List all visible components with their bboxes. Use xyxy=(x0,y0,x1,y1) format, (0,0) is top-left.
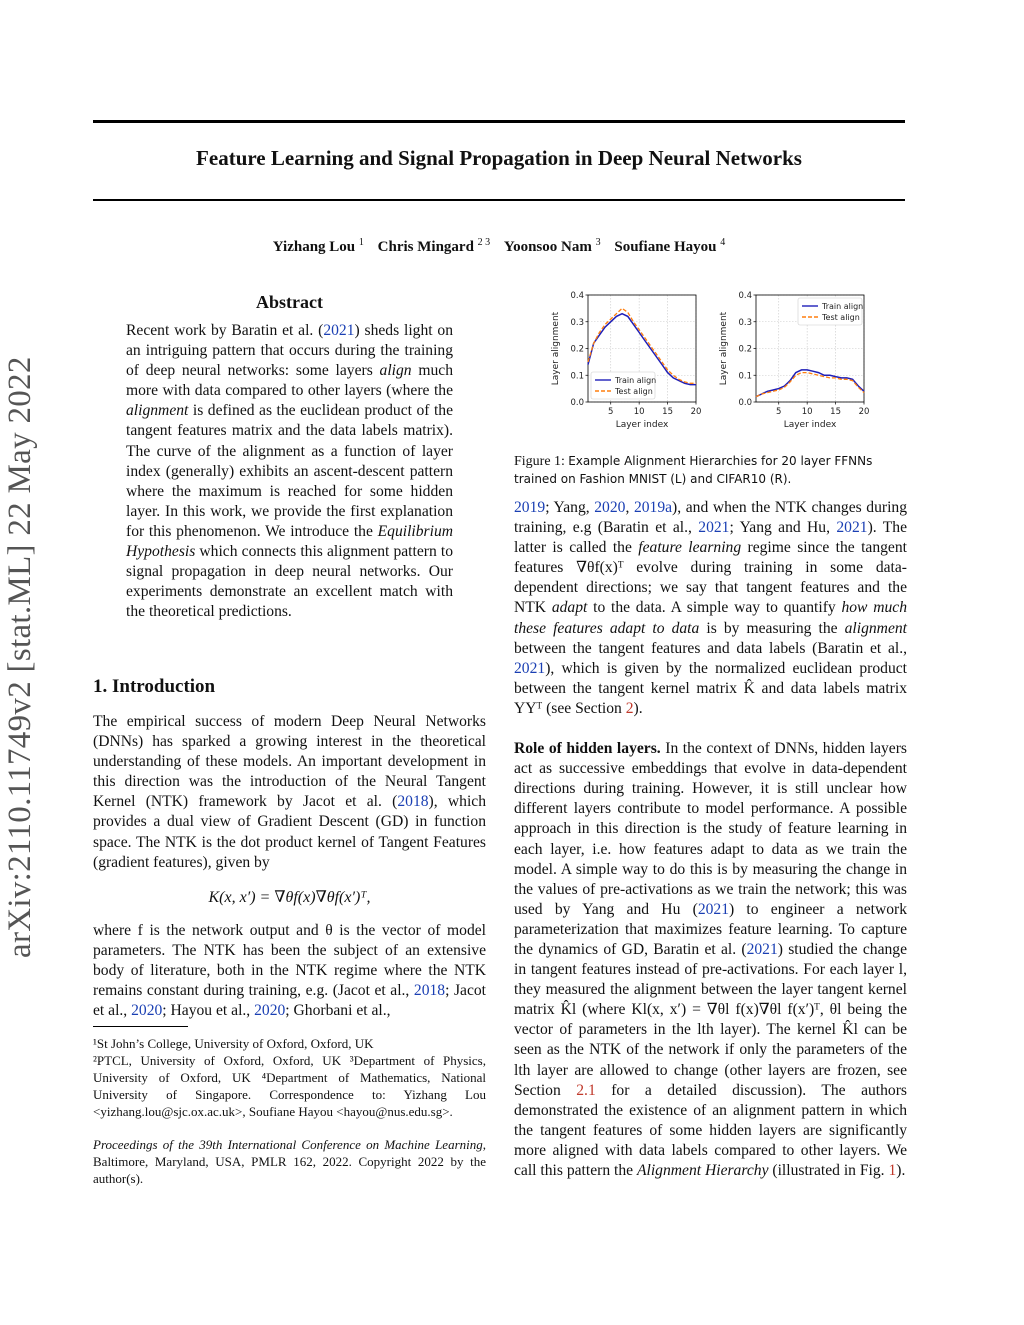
y-tick-label: 0.0 xyxy=(570,398,584,408)
x-axis-label: Layer index xyxy=(783,420,837,430)
proceedings-note: Proceedings of the 39th International Conference on Machine Learning, Baltimore, Maryland, USA, PMLR 162, 2022. Copyright 2022 by the author(s). xyxy=(93,1137,486,1186)
introduction-heading: 1. Introduction xyxy=(93,676,216,697)
citation-link[interactable]: 2020 xyxy=(131,1002,163,1020)
footnote-rule xyxy=(93,1026,188,1027)
x-axis-label: Layer index xyxy=(615,420,669,430)
chart-svg xyxy=(540,285,710,440)
y-tick-label: 0.3 xyxy=(738,317,752,328)
affiliation-note: ¹St John’s College, University of Oxford, Oxford, UK ²PTCL, University of Oxford, Oxford, UK ³Department of Physics, University of Oxford, UK ⁴Department of Mathematics, National University of Singapore. Correspondence to: Yizhang Lou <yizhang.lou@sjc.ox.ac.uk>, Soufiane Hayou <hayou@nus.edu.sg>. xyxy=(93,1036,486,1119)
ntk-equation: K(x, x′) = ∇θf(x)∇θf(x′)ᵀ, xyxy=(208,888,371,906)
y-tick-label: 0.1 xyxy=(570,371,584,382)
legend-label: Train align xyxy=(615,376,657,385)
intro-paragraph: where f is the network output and θ is the vector of model parameters. The NTK has been the subject of an extensive body of literature, both in the NTK regime where the NTK remains constant during training, e.g. (Jacot et al., 2018; Jacot et al., 2020; Hayou et al., 2020; Ghorbani et al., xyxy=(93,921,486,1020)
citation-link[interactable]: 2018 xyxy=(397,793,429,811)
y-tick-label: 0.1 xyxy=(738,371,752,382)
abstract-text: Recent work by Baratin et al. (2021) sheds light on an intriguing pattern that occurs during the training of deep neural networks: some layers align much more with data compared to other layers (where the alignment is defined as the euclidean product of the tangent features matrix and the data labels matrix). The curve of the alignment as a function of layer index (generally) exhibits an ascent-descent pattern where the maximum is reached for some hidden layer. In this work, we provide the first explanation for this phenomenon. We introduce the Equilibrium Hypothesis which connects this alignment pattern to signal propagation in deep neural networks. Our experiments demonstrate an excellent match with the theoretical predictions. xyxy=(126,322,453,621)
section-ref-link[interactable]: 2 xyxy=(625,699,634,717)
citation-link[interactable]: 2021 xyxy=(323,322,355,339)
author: Yoonsoo Nam $^3$ xyxy=(503,237,601,255)
y-tick-label: 0.4 xyxy=(738,291,752,301)
right-column-text xyxy=(514,498,907,1181)
x-tick-label: 5 xyxy=(608,407,614,417)
caption-text: Example Alignment Hierarchies for 20 layer FFNNs trained on Fashion MNIST (L) and CIFAR10 (R). xyxy=(514,454,873,486)
abstract-heading: Abstract xyxy=(256,292,323,312)
x-tick-label: 20 xyxy=(690,407,702,417)
paper-title: Feature Learning and Signal Propagation in Deep Neural Networks xyxy=(196,146,802,170)
x-tick-label: 15 xyxy=(662,407,673,417)
intro-paragraph: The empirical success of modern Deep Neural Networks (DNNs) has sparked a growing interest in the theoretical understanding of these models. An important development in this direction was the introduction of the Neural Tangent Kernel (NTK) framework by Jacot et al. (2018), which provides a dual view of Gradient Descent (GD) in function space. The NTK is the dot product kernel of Tangent Features (gradient features), given by xyxy=(93,713,486,871)
abstract-section xyxy=(93,292,486,622)
citation-link[interactable]: 2021 xyxy=(836,519,868,537)
title-rule-top xyxy=(93,120,905,123)
x-tick-label: 15 xyxy=(830,407,841,417)
y-tick-label: 0.0 xyxy=(738,398,752,408)
body-paragraph: 2019; Yang, 2020, 2019a), and when the NTK changes during training, e.g (Baratin et al., 2021; Yang and Hu, 2021). The latter is called the feature learning regime since the tangent features ∇θf(x)ᵀ evolve during training in some data-dependent directions; we say that tangent features and the NTK adapt to the data. A simple way to quantify how much these features adapt to data is by measuring the alignment between the tangent features and data labels (Baratin et al., 2021), which is given by the normalized euclidean product between the tangent kernel matrix K̂ and data labels matrix YYᵀ (see Section 2). xyxy=(514,499,908,717)
citation-link[interactable]: 2019 xyxy=(514,499,546,516)
footnotes xyxy=(93,1026,486,1187)
legend-label: Train align xyxy=(822,302,864,311)
citation-link[interactable]: 2019a xyxy=(633,499,673,516)
title-rule-bottom xyxy=(93,199,905,201)
citation-link[interactable]: 2021 xyxy=(697,900,729,918)
series-line-test xyxy=(756,373,864,397)
author-list xyxy=(93,237,905,256)
y-tick-label: 0.4 xyxy=(570,291,584,301)
citation-link[interactable]: 2021 xyxy=(514,659,546,677)
chart-svg xyxy=(708,285,878,440)
caption-label: Figure 1: xyxy=(514,454,565,469)
citation-link[interactable]: 2020 xyxy=(254,1002,286,1020)
x-tick-label: 10 xyxy=(801,407,813,417)
y-tick-label: 0.3 xyxy=(570,317,584,328)
author: Chris Mingard $^{2 3}$ xyxy=(377,237,491,255)
x-tick-label: 5 xyxy=(776,407,782,417)
body-paragraph: Role of hidden layers. In the context of DNNs, hidden layers act as successive embeddings that evolve in data-dependent directions during training. However, it is still unclear how different layers contribute to model performance. A possible approach in this direction is the study of feature learning in each layer, i.e. how features adapt to data as we train the model. A simple way to do this is by measuring the change in the values of pre-activations as we train the network; this was used by Yang and Hu (2021) to engineer a network parameterization that maximizes feature learning. To capture the dynamics of GD, Baratin et al. (2021) studied the change in tangent features instead of pre-activations. For each layer l, they measured the alignment between the layer tangent kernel matrix K̂l (where Kl(x, x′) = ∇θl f(x)∇θl f(x′)ᵀ, θl being the vector of parameters in the lth layer). The kernel K̂l can be seen as the NTK of the network if only the parameters of the lth layer are allowed to change (other layers are frozen, see Section 2.1 for a detailed discussion). The authors demonstrated the existence of an alignment pattern in which the tangent features of some hidden layers are significantly more aligned with data labels compared to other layers. We call this pattern the Alignment Hierarchy (illustrated in Fig. 1). xyxy=(514,740,908,1179)
alignment-chart-left xyxy=(540,285,710,440)
citation-link[interactable]: 2021 xyxy=(746,940,778,958)
citation-link[interactable]: 2020 xyxy=(594,499,626,516)
legend-label: Test align xyxy=(822,313,860,322)
figure-caption xyxy=(514,452,907,488)
x-tick-label: 20 xyxy=(858,407,870,417)
figure-ref-link[interactable]: 1 xyxy=(888,1162,897,1179)
y-tick-label: 0.2 xyxy=(738,344,752,355)
y-axis-label: Layer alignment xyxy=(551,311,561,386)
arxiv-stamp: arXiv:2110.11749v2 [stat.ML] 22 May 2022 xyxy=(2,356,38,958)
citation-link[interactable]: 2018 xyxy=(413,982,446,1000)
series-line-train xyxy=(756,370,864,397)
citation-link[interactable]: 2021 xyxy=(698,519,730,537)
author: Yizhang Lou $^1$ xyxy=(272,237,364,255)
author: Soufiane Hayou $^4$ xyxy=(614,237,726,255)
introduction-section xyxy=(93,676,486,1021)
section-ref-link[interactable]: 2.1 xyxy=(576,1081,596,1099)
y-axis-label: Layer alignment xyxy=(719,311,729,386)
legend-label: Test align xyxy=(615,387,653,396)
x-tick-label: 10 xyxy=(633,407,645,417)
alignment-chart-right xyxy=(708,285,878,440)
paragraph-heading: Role of hidden layers. xyxy=(514,740,661,758)
y-tick-label: 0.2 xyxy=(570,344,584,355)
